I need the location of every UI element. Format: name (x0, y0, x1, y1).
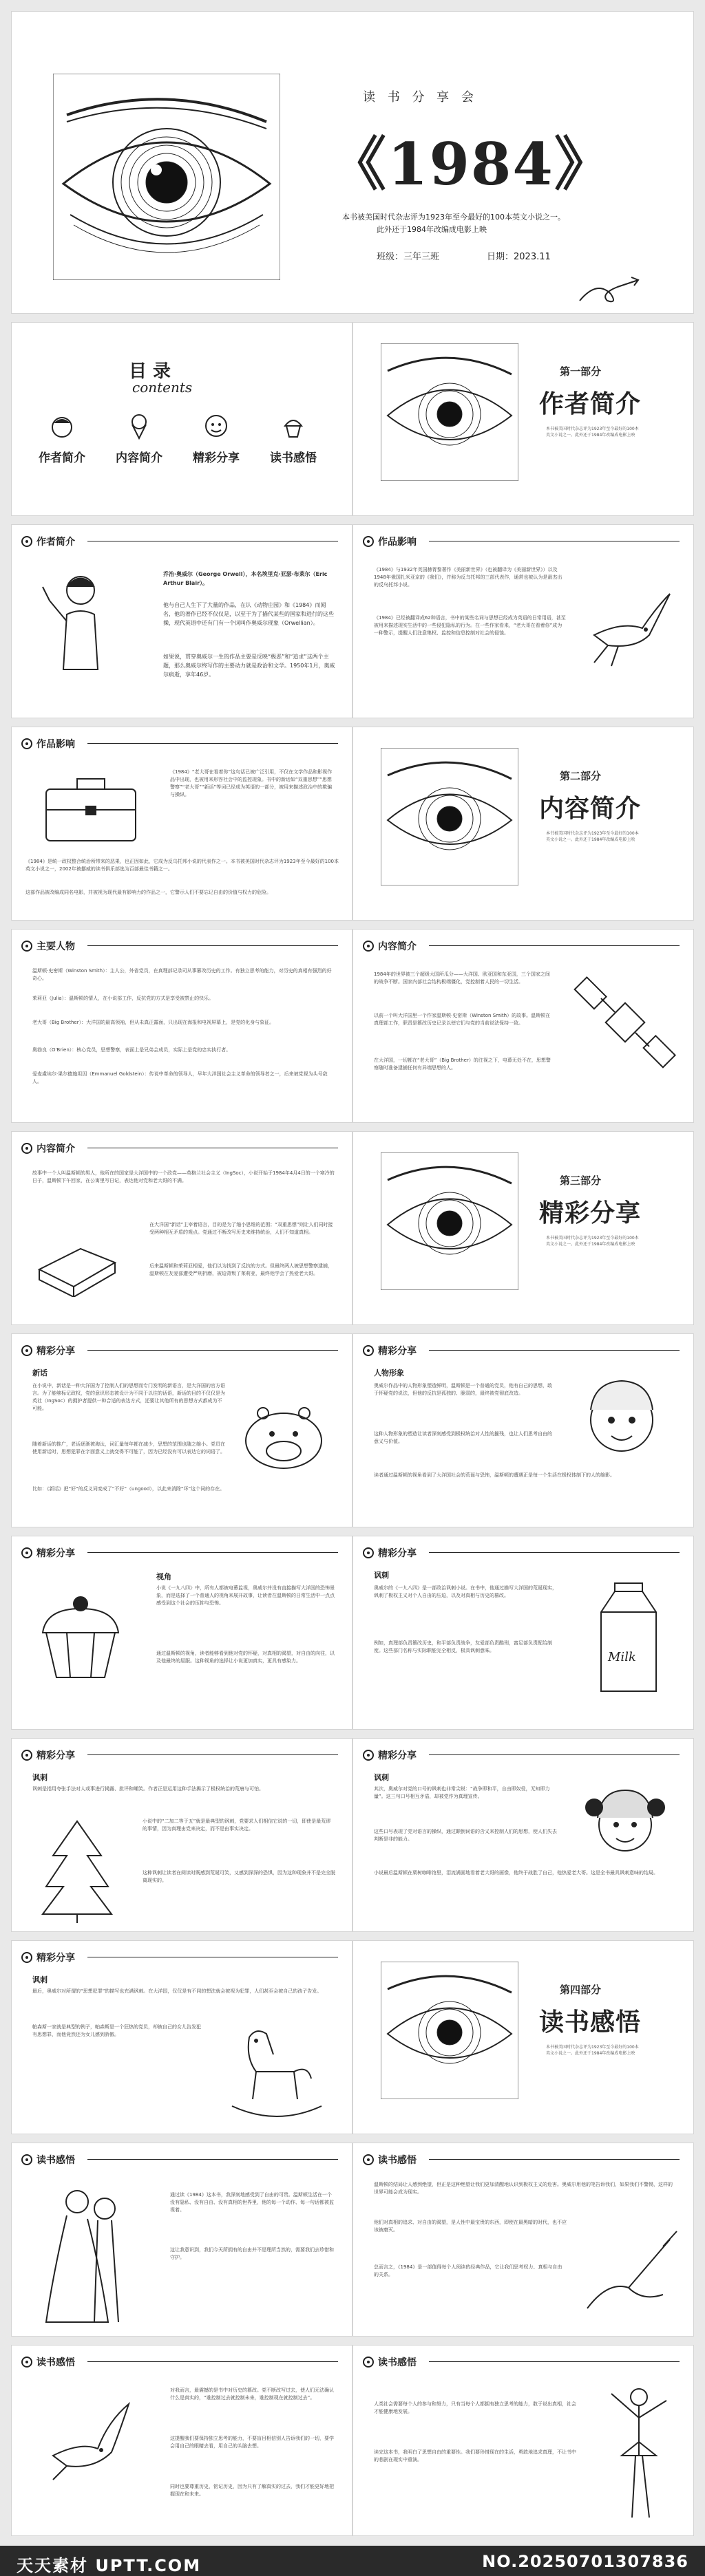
reflect1-p2: 这让我意识到，我们今天所拥有的自由并不是理所当然的，需要我们去珍惜和守护。 (170, 2247, 334, 2260)
divider (429, 1350, 680, 1351)
dancer-illustration (601, 2380, 677, 2524)
face-icon (202, 412, 230, 440)
books-illustration (32, 1221, 122, 1297)
section-title: 精彩分享 (378, 1346, 417, 1357)
share5-slide (11, 1738, 352, 1932)
section-title: 精彩分享 (378, 1548, 417, 1559)
cover-desc-1: 本书被美国时代杂志评为1923年至今最好的100本英文小说之一。 (342, 213, 565, 222)
part2-slide (352, 727, 694, 921)
share1-p3: 比如：《新话》把“好”的反义词变成了“不好”（ungood），以此来消除“坏”这个词的存在。 (32, 1486, 225, 1492)
section-title: 读书感悟 (378, 2357, 417, 2368)
bullet-icon (21, 1952, 32, 1963)
reflect4-p2: 读完这本书，我明白了思想自由的重要性。我们要珍惜现在的生活，勇敢地追求真理，不让书中的悲剧在现实中重演。 (374, 2449, 576, 2462)
divider (429, 1552, 680, 1553)
couple-illustration (39, 2178, 143, 2329)
reflect3-slide (11, 2345, 352, 2536)
briefcase-illustration (39, 769, 143, 844)
influence-p2: 《1984》已经被翻译成62种语言，书中的某些名词与思想已经成为英语的日常用语，甚至被用来描述现实生活中的一些侵犯隐私的行为。在一些作家看来，“老大哥在看着你”成为一种警示，提醒人们注意集权、监控和信息控制对社会的侵蚀。 (374, 615, 566, 636)
part2-no: 第二部分 (560, 770, 602, 782)
divider (87, 2159, 338, 2160)
cover-slide (11, 11, 694, 314)
watermark-right: NO.20250701307836 (482, 2552, 688, 2571)
eye-illustration (381, 343, 518, 481)
character-3: 老大哥（Big Brother）：大洋国的最高领袖，但从未真正露面，只出现在海报和电视屏幕上，是党的化身与象征。 (32, 1020, 275, 1025)
cover-date: 日期：2023.11 (487, 252, 551, 262)
influence2-p2: 《1984》是统一政权整合统治所带来的恶果，也正因如此，它成为反乌托邦小说的代表作之一。本书被美国时代杂志评为1923年至今最好的100本英文小说之一，2002年被挪威的读书俱乐部选为百部最佳书籍之一。 (25, 859, 339, 872)
share6-slide (352, 1738, 694, 1932)
reflect3-p1: 对我而言，最震撼的是书中对历史的篡改。党不断改写过去，使人们无法确认什么是真实的，“谁控制过去就控制未来，谁控制现在就控制过去”。 (170, 2387, 334, 2401)
section-title: 读书感悟 (36, 2155, 75, 2166)
tree-illustration (39, 1814, 115, 1924)
share4-slide (352, 1536, 694, 1730)
share1-slide (11, 1333, 352, 1527)
part4-title: 读书感悟 (539, 2008, 642, 2037)
cover-event: 读 书 分 享 会 (363, 90, 478, 105)
share2-p3: 读者通过温斯顿的视角看到了大洋国社会的荒诞与恐怖，温斯顿的遭遇正是每一个生活在极权体制下的人的缩影。 (374, 1472, 615, 1478)
reflect2-p3: 总而言之，《1984》是一部值得每个人阅读的经典作品，它让我们思考权力、真相与自由的关系。 (374, 2264, 562, 2277)
share2-p1: 奥威尔作品中的人物形象塑造鲜明，温斯顿是一个普通的党员，他有自己的思想，敢于怀疑党的说法，但他的反抗是孤独的、脆弱的，最终被党彻底改造。 (374, 1383, 552, 1396)
section-title: 作者简介 (36, 537, 75, 548)
part1-no: 第一部分 (560, 365, 602, 378)
teacher-illustration (39, 566, 122, 676)
bullet-icon (21, 1750, 32, 1761)
summary-p2: 以前一个叫大洋国里一个作家温斯顿·史密斯（Winston Smith）的故事。温斯顿在真理部工作，职责是篡改历史记录以使它们与党的当前说法保持一致。 (374, 1013, 551, 1026)
contents-subtitle: contents (132, 379, 193, 396)
influence2-slide (11, 727, 352, 921)
part4-desc: 本书被美国时代杂志评为1923年至今最好的100本英文小说之一。此外还于1984年改编成电影上映 (546, 2045, 639, 2056)
divider (87, 1350, 338, 1351)
share3-p1: 小说《一九八四》中，所有人都被电幕监视，奥威尔并没有直接描写大洋国的恐怖景象，而是选择了一个普通人的视角来展开故事，让读者在温斯顿的日常生活中一点点感受到这个社会的压抑与恐怖。 (156, 1585, 335, 1606)
character-1: 温斯顿·史密斯（Winston Smith）：主人公，外省党员，在真理部记录司从事篡改历史的工作。有独立思考的能力，对历史的真相有强烈的好奇心。 (32, 968, 332, 981)
divider (87, 743, 338, 744)
rocking-horse-illustration (218, 2017, 335, 2120)
influence2-p1: 《1984》“老大哥在看着你”这句话已被广泛引用，不仅在文学作品和影视作品中出现，也被用来形容社会中的监控现象。书中的新话如“双重思想”“思想警察”“老大哥”“新话”等词已经成为英语的一部分，被用来描述政治中的欺骗与操纵。 (170, 769, 333, 797)
share6-p1: 其次，奥威尔对党的口号的讽刺也非常尖锐：“战争即和平，自由即奴役，无知即力量”。这三句口号相互矛盾，却被党作为真理宣传。 (374, 1786, 550, 1799)
summary2-slide (11, 1131, 352, 1325)
watermark-bar (0, 2546, 705, 2576)
author-name: 乔治·奥威尔（George Orwell），本名埃里克·亚瑟·布莱尔（Eric Arthur Blair）。 (163, 571, 328, 586)
part1-desc: 本书被美国时代杂志评为1923年至今最好的100本英文小说之一。此外还于1984年改编成电影上映 (546, 427, 639, 438)
bullet-icon (21, 941, 32, 952)
section-title: 精彩分享 (36, 1346, 75, 1357)
reflect4-slide (352, 2345, 694, 2536)
divider (429, 2361, 680, 2362)
section-title: 作品影响 (36, 739, 75, 750)
influence-p1: 《1984》与1932年英国赫胥黎著作《美丽新世界》（也被翻译为《美丽新世界》）以及1948年俄国扎米亚京的《我们》，并称为反乌托邦的三部代表作，通常也被认为是最杰出的反乌托邦小说。 (374, 567, 562, 588)
summary2-p1: 故事中一个人叫温斯顿的男人，他所在的国家是大洋国中的一个政党——英格兰社会主义（IngSoc），小说开始于1984年4月4日的一个寒冷的日子，温斯顿下午回家，在公寓里写日记，表达他对党和老大哥的不满。 (32, 1170, 335, 1183)
eye-illustration (381, 1152, 518, 1290)
share6-p2: 这些口号表现了党对语言的操纵，通过颠倒词语的含义来控制人们的思想，使人们失去判断是非的能力。 (374, 1829, 557, 1842)
bullet-icon (363, 1750, 374, 1761)
summary-p1: 1984年的世界被三个超级大国所瓜分——大洋国、欧亚国和东亚国，三个国家之间的战争不断。国家内部社会结构极端僵化，党控制着人民的一切生活。 (374, 972, 550, 985)
summary2-p3: 后来温斯顿和茱莉亚相爱，他们以为找到了反抗的方式。但最终两人被思想警察逮捕，温斯顿在友爱部遭受严刑折磨，被迫背叛了茱莉亚，最终他学会了热爱老大哥。 (149, 1263, 333, 1276)
share7-slide (11, 1940, 352, 2134)
part3-desc: 本书被美国时代杂志评为1923年至今最好的100本英文小说之一。此外还于1984年改编成电影上映 (546, 1236, 639, 1247)
girl-illustration (580, 1780, 670, 1863)
summary-p3: 在大洋国，一切都在“老大哥”（Big Brother）的注视之下，电幕无处不在，思想警察随时准备逮捕任何有异端思想的人。 (374, 1058, 551, 1071)
section-title: 精彩分享 (36, 1953, 75, 1964)
reflect3-p3: 同时也要尊重历史，铭记历史，因为只有了解真实的过去，我们才能更好地把握现在和未来。 (170, 2484, 334, 2497)
milk-label: Milk (608, 1650, 636, 1664)
author-bio: 他与自己人生下了大量的作品，在认《动物庄园》和《1984》而闻名，他的著作已经不仅仅是，以至于为了描代某些的国家和进行的这些操，现代英语中还有门有一个词叫作奥威尔现象（Orwellian）。 (163, 602, 334, 626)
part1-slide (352, 322, 694, 516)
share6-p3: 小说最后温斯顿在栗树咖啡馆里，泪流满面地看着老大哥的画像，他终于战胜了自己，他热爱老大哥。这是全书最具讽刺意味的结局。 (374, 1870, 658, 1876)
bullet-icon (21, 1547, 32, 1558)
share7-p1: 最后，奥威尔对所谓的“思想犯罪”的描写也充满讽刺。在大洋国，仅仅是有不同的想法就会被视为犯罪，人们甚至会被自己的孩子告发。 (32, 1988, 322, 1994)
divider (429, 2159, 680, 2160)
contents-item-author[interactable]: 作者简介 (24, 412, 100, 465)
contents-title: 目 录 (129, 361, 171, 382)
share3-p2: 通过温斯顿的视角，读者能够看到他对党的怀疑，对真相的渴望，对自由的向往，以及他最终的屈服。这种视角的选择让小说更加真实，更具有感染力。 (156, 1651, 335, 1664)
divider (429, 1754, 680, 1755)
share6-sub: 讽刺 (374, 1773, 389, 1782)
share1-sub: 新话 (32, 1368, 48, 1377)
bullet-icon (21, 536, 32, 547)
share2-slide (352, 1333, 694, 1527)
contents-slide (11, 322, 352, 516)
divider (429, 945, 680, 946)
hippo-illustration (232, 1396, 335, 1479)
eye-illustration (381, 1962, 518, 2099)
cupcake-illustration (32, 1591, 129, 1681)
bullet-icon (363, 536, 374, 547)
part1-title: 作者简介 (539, 389, 642, 418)
share5-p2: 小说中的“二加二等于五”就是最典型的讽刺，党要求人们相信它说的一切，即使是最荒谬的事情，因为真理由党来决定，而不是由事实决定。 (143, 1818, 331, 1832)
summary2-p2: 在大洋国“新话”主宰着语言，目的是为了缩小思维的范围；“双重思想”则让人们同时接受两种相互矛盾的观点。党通过不断改写历史来维持统治，人们不知道真相。 (149, 1222, 333, 1235)
bullet-icon (21, 1345, 32, 1356)
share1-p2: 随着新话的推广，老话逐渐被淘汰，词汇量每年都在减少，思想的范围也随之缩小。党员在使用新话时，思想犯罪在字面意义上就变得不可能了，因为已经没有可以表达它的词语了。 (32, 1441, 225, 1455)
bullet-icon (363, 2154, 374, 2165)
divider (87, 2361, 338, 2362)
reflect1-p1: 通过读《1984》这本书，我深刻地感受到了自由的可贵。温斯顿生活在一个没有隐私、没有自由、没有真相的世界里，他的每一个动作、每一句话都被监视着。 (170, 2192, 334, 2213)
share3-slide (11, 1536, 352, 1730)
divider (87, 1754, 338, 1755)
bullet-icon (21, 2357, 32, 2368)
section-title: 内容简介 (378, 941, 417, 952)
section-title: 作品影响 (378, 537, 417, 548)
contents-item-summary[interactable]: 内容简介 (101, 412, 177, 465)
influence2-p3: 这部作品被改编成同名电影，并被视为现代最有影响力的作品之一，它警示人们不要忘记自由的价值与权力的危险。 (25, 890, 271, 895)
author-bio-2: 如果说，贯穿奥威尔一生的作品主要是反映“极恶”和“追求”这两个主题，那么奥威尔终写作的主要动力就是政治和文学。1950年1月，奥威尔病逝，享年46岁。 (163, 654, 335, 678)
share2-sub: 人物形象 (374, 1368, 404, 1377)
influence-slide (352, 524, 694, 718)
share7-p2: 帕森斯一家就是典型的例子，帕森斯是一个狂热的党员，却被自己的女儿告发犯有思想罪，而他竟然还为女儿感到骄傲。 (32, 2024, 201, 2037)
cover-class: 班级：三年三班 (377, 252, 440, 262)
section-title: 精彩分享 (378, 1750, 417, 1761)
bullet-icon (363, 1345, 374, 1356)
summary-slide (352, 929, 694, 1123)
eye-illustration (53, 74, 280, 280)
bullet-icon (363, 1547, 374, 1558)
share2-p2: 这种人物形象的塑造让读者深刻感受到极权统治对人性的摧残，也让人们思考自由的意义与价值。 (374, 1431, 552, 1444)
section-title: 内容简介 (36, 1144, 75, 1155)
cover-title: 《1984》 (328, 130, 613, 198)
share1-p1: 在小说中，新话是一种大洋国为了控制人们的思想而专门发明的新语言，是大洋国的官方语言。为了能够标记政权，党的意识形态被设计为不同于以往的话语，新话的目的不仅仅是为英社（IngSoc）的拥护者提供一种合适的表达方式，还要让其他所有的思想方式都成为不可能。 (32, 1383, 225, 1411)
share4-p2: 例如，真理部负责篡改历史，和平部负责战争，友爱部负责酷刑，富足部负责配给制度。这些部门名称与实际职能完全相反，极具讽刺意味。 (374, 1640, 552, 1653)
reflect2-p1: 温斯顿的结局让人感到绝望，但正是这种绝望让我们更加清醒地认识到极权主义的危害。奥威尔用他的笔告诉我们，如果我们不警惕，这样的世界可能会成为现实。 (374, 2182, 673, 2195)
part4-no: 第四部分 (560, 1984, 602, 1996)
character-2: 茱莉亚（Julia）：温斯顿的情人，在小说部工作，反抗党的方式是享受被禁止的快乐。 (32, 996, 214, 1001)
reflect4-p1: 人类社会需要每个人的参与和努力，只有当每个人都拥有独立思考的能力，敢于说出真相，社会才能健康地发展。 (374, 2401, 576, 2414)
child-face-illustration (574, 1368, 670, 1465)
share3-sub: 视角 (156, 1572, 171, 1581)
divider (87, 945, 338, 946)
section-title: 精彩分享 (36, 1750, 75, 1761)
bird-illustration (580, 580, 677, 669)
part4-slide (352, 1940, 694, 2134)
milk-carton-illustration (587, 1578, 670, 1695)
reflect2-p2: 他们对真相的追求、对自由的渴望，是人性中最宝贵的东西，即使在最黑暗的时代，也不应该被磨灭。 (374, 2220, 567, 2233)
bullet-icon (21, 738, 32, 749)
share5-p1: 讽刺是指用夸张手法对人或事进行揭露、批评和嘲笑。作者正是运用这种手法揭示了极权统治的荒唐与可怕。 (32, 1786, 264, 1792)
part2-title: 内容简介 (539, 794, 642, 823)
dove-illustration (39, 2394, 143, 2483)
character-5: 爱麦虞埃尔·果尔德施坦因（Emmanuel Goldstein）：传说中革命的领导人，早年大洋国社会主义革命的领导者之一，后来被党视为头号敌人。 (32, 1071, 328, 1084)
character-4: 奥勃良（O'Brien）：核心党员，思想警察，表面上是兄弟会成员，实际上是党的忠实执行者。 (32, 1047, 231, 1053)
share7-sub: 讽刺 (32, 1975, 48, 1984)
share4-p1: 奥威尔的《一九八四》是一部政治讽刺小说。在书中，他通过描写大洋国的荒诞现实，讽刺了极权主义对个人自由的压迫，以及对真相与历史的篡改。 (374, 1585, 557, 1598)
contents-item-reflect[interactable]: 读书感悟 (255, 412, 331, 465)
satellite-illustration (574, 971, 677, 1074)
bullet-icon (363, 2357, 374, 2368)
section-title: 精彩分享 (36, 1548, 75, 1559)
watermark-left: 天天素材 UPTT.COM (17, 2556, 202, 2575)
section-title: 读书感悟 (36, 2357, 75, 2368)
cupcake-icon (280, 412, 307, 440)
author-slide (11, 524, 352, 718)
bullet-icon (363, 941, 374, 952)
hand-pen-illustration (580, 2226, 684, 2315)
section-title: 主要人物 (36, 941, 75, 952)
bullet-icon (21, 1143, 32, 1154)
contents-item-share[interactable]: 精彩分享 (178, 412, 254, 465)
reflect3-p2: 这提醒我们要保持独立思考的能力，不要盲目相信别人告诉我们的一切，要学会用自己的眼睛去看，用自己的头脑去想。 (170, 2436, 334, 2449)
divider (87, 1552, 338, 1553)
share5-sub: 讽刺 (32, 1773, 48, 1782)
part3-slide (352, 1131, 694, 1325)
section-title: 读书感悟 (378, 2155, 417, 2166)
part3-title: 精彩分享 (539, 1199, 642, 1227)
share5-p3: 这种讽刺让读者在阅读时既感到荒诞可笑，又感到深深的恐惧，因为这种现象并不是完全脱离现实的。 (143, 1870, 335, 1883)
characters-slide (11, 929, 352, 1123)
part3-no: 第三部分 (560, 1174, 602, 1187)
bullet-icon (21, 2154, 32, 2165)
eye-illustration (381, 748, 518, 886)
reflect2-slide (352, 2143, 694, 2337)
part2-desc: 本书被美国时代杂志评为1923年至今最好的100本英文小说之一。此外还于1984年改编成电影上映 (546, 831, 639, 842)
icecream-icon (125, 412, 153, 440)
hat-icon (48, 412, 76, 440)
reflect1-slide (11, 2143, 352, 2337)
cover-desc-2: 此外还于1984年改编成电影上映 (377, 225, 487, 234)
share4-sub: 讽刺 (374, 1571, 389, 1580)
arrow-doodle-icon (576, 273, 645, 308)
